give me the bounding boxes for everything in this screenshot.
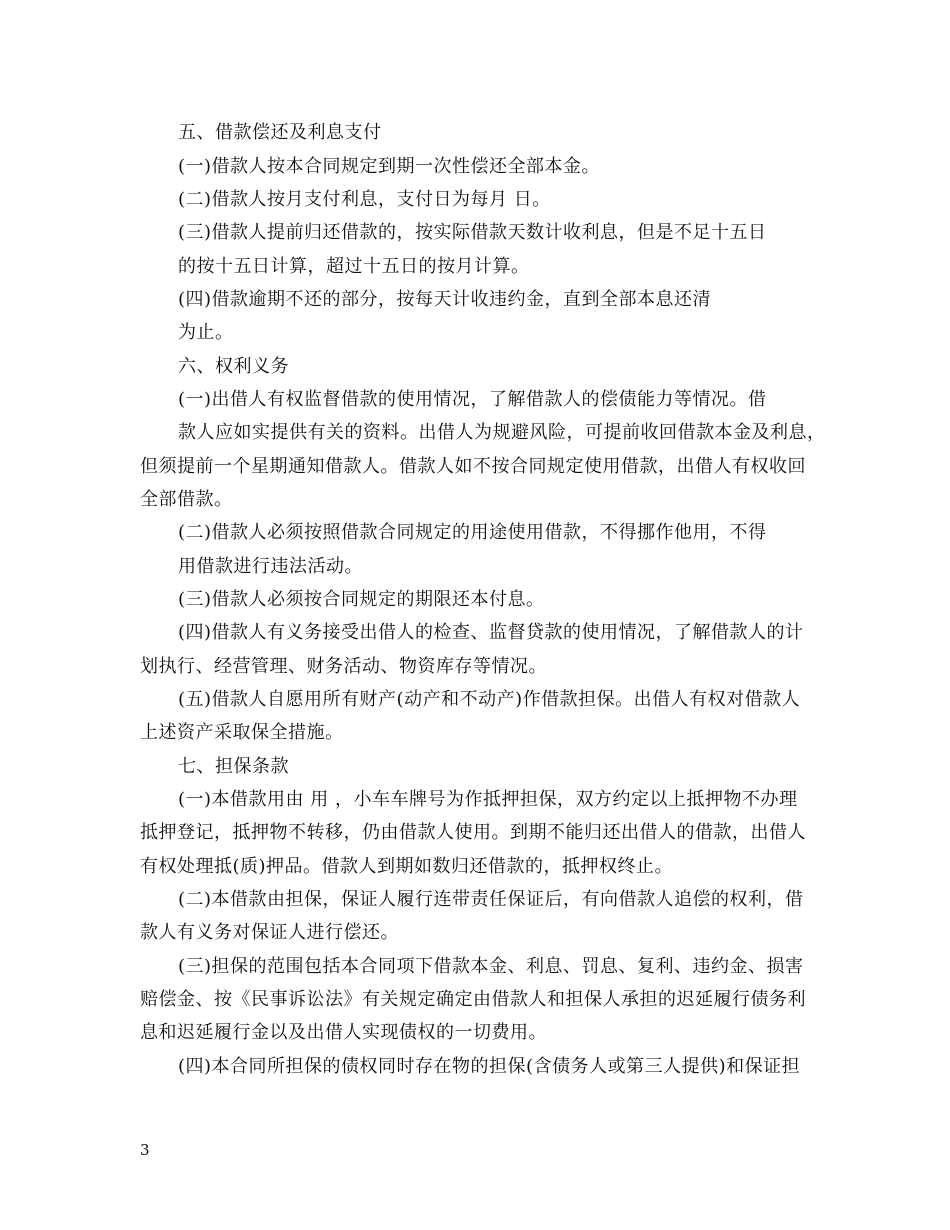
paragraph-line: (一)本借款用由 用 ，小车车牌号为作抵押担保，双方约定以上抵押物不办理 (178, 789, 798, 810)
section-heading-repayment: 五、借款偿还及利息支付 (178, 122, 382, 143)
paragraph-line: 用借款进行违法活动。 (178, 556, 363, 577)
paragraph-line: (二)本借款由担保，保证人履行连带责任保证后，有向借款人追偿的权利，借 (178, 889, 804, 910)
paragraph-line: 全部借款。 (140, 489, 233, 510)
paragraph-line: 息和迟延履行金以及出借人实现债权的一切费用。 (140, 1022, 547, 1043)
paragraph-line: 但须提前一个星期通知借款人。借款人如不按合同规定使用借款，出借人有权收回 (140, 456, 806, 477)
paragraph-line: 款人有义务对保证人进行偿还。 (140, 922, 399, 943)
paragraph-line: (三)担保的范围包括本合同项下借款本金、利息、罚息、复利、违约金、损害 (178, 956, 804, 977)
paragraph-line: (二)借款人按月支付利息，支付日为每月 日。 (178, 189, 551, 210)
paragraph-line: 上述资产采取保全措施。 (140, 722, 344, 743)
paragraph-line: 为止。 (178, 322, 234, 343)
paragraph-line: (二)借款人必须按照借款合同规定的用途使用借款，不得挪作他用，不得 (178, 522, 767, 543)
paragraph-line: (五)借款人自愿用所有财产(动产和不动产)作借款担保。出借人有权对借款人 (178, 689, 801, 710)
paragraph-line: (三)借款人提前归还借款的，按实际借款天数计收利息，但是不足十五日 (178, 222, 767, 243)
paragraph-line: (三)借款人必须按合同规定的期限还本付息。 (178, 589, 545, 610)
paragraph-line: 抵押登记，抵押物不转移，仍由借款人使用。到期不能归还出借人的借款，出借人 (140, 822, 806, 843)
paragraph-line: 的按十五日计算，超过十五日的按月计算。 (178, 256, 530, 277)
section-heading-rights: 六、权利义务 (178, 356, 289, 377)
page-number: 3 (140, 1141, 150, 1159)
paragraph-line: (四)本合同所担保的债权同时存在物的担保(含债务人或第三人提供)和保证担 (178, 1056, 801, 1077)
paragraph-line: (一)借款人按本合同规定到期一次性偿还全部本金。 (178, 156, 601, 177)
paragraph-line: 划执行、经营管理、财务活动、物资库存等情况。 (140, 656, 547, 677)
paragraph-line: 赔偿金、按《民事诉讼法》有关规定确定由借款人和担保人承担的迟延履行债务利 (140, 989, 806, 1010)
paragraph-line: 款人应如实提供有关的资料。出借人为规避风险，可提前收回借款本金及利息， (178, 422, 826, 443)
section-heading-guarantee: 七、担保条款 (178, 756, 289, 777)
paragraph-line: (四)借款逾期不还的部分，按每天计收违约金，直到全部本息还清 (178, 289, 712, 310)
paragraph-line: (四)借款人有义务接受出借人的检查、监督贷款的使用情况，了解借款人的计 (178, 622, 804, 643)
paragraph-line: 有权处理抵(质)押品。借款人到期如数归还借款的，抵押权终止。 (140, 856, 674, 877)
paragraph-line: (一)出借人有权监督借款的使用情况，了解借款人的偿债能力等情况。借 (178, 389, 767, 410)
